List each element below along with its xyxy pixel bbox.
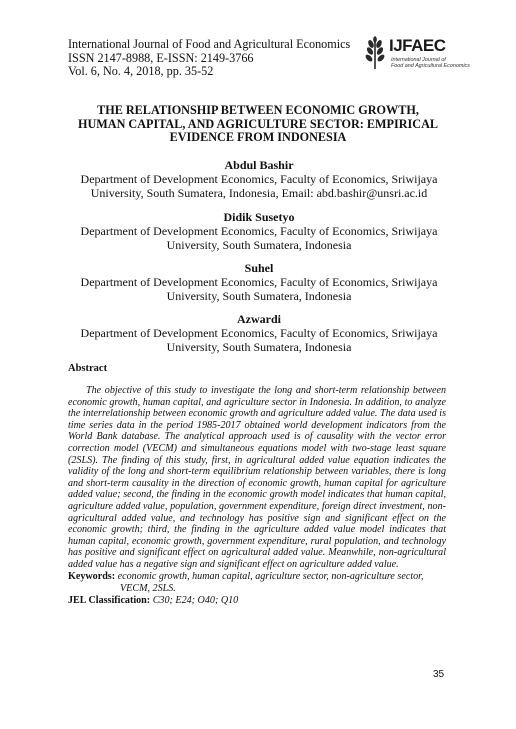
author-affiliation: University, South Sumatera, Indonesia [166,238,352,252]
keywords-label: Keywords: [68,571,116,582]
journal-logo [362,36,470,76]
author-affiliation: University, South Sumatera, Indonesia [166,340,352,354]
logo-title: IJFAEC [389,36,446,55]
jel-codes: C30; E24; O40; Q10 [152,595,239,606]
journal-name: International Journal of Food and Agricultural Economics [68,37,351,51]
keywords [68,571,446,594]
abstract-text: The objective of this study to investigate the long and short-term relationship between economic growth, human capital, and agriculture sector in Indonesia. In addition, to analyze the interrelationship between economic growth and agriculture added value. The data used is time series data in the period 1985-2017 obtained world development indicators from the World Bank database. The analytical approach used is of causality with the vector error correction model (VECM) and simultaneous equations model with two-stage least square (2SLS). The finding of this study, first, in agricultural added value equation indicates the validity of the long and short-term equilibrium relationship between variables, there is long and short-term causality in the direction of economic growth, human capital for agriculture added value; second, the finding in the economic growth model indicates that human capital, agriculture added value, population, government expenditure, foreign direct investment, non-agricultural added value, and technology has positive sign and significant effect on the economic growth; third, the finding in the agriculture added value model indicates that human capital, economic growth, government expenditure, rural population, and technology has positive and significant effect on agricultural added value. Meanwhile, non-agricultural added value has a negative sign and significant effect on agriculture added value. [68,385,446,570]
author-affiliation: University, South Sumatera, Indonesia, Email: abd.bashir@unsri.ac.id [90,186,428,200]
author-affiliation: University, South Sumatera, Indonesia [166,289,352,303]
journal-header [68,38,350,79]
paper-title: THE RELATIONSHIP BETWEEN ECONOMIC GROWTH, HUMAN CAPITAL, AND AGRICULTURE SECTOR: EMPIRICAL EVIDENCE FROM INDONESIA [77,103,439,145]
author-affiliation: Department of Development Economics, Faculty of Economics, Sriwijaya [80,172,438,186]
author-block [70,210,448,252]
author-name: Azwardi [237,312,281,326]
author-affiliation: Department of Development Economics, Faculty of Economics, Sriwijaya [80,326,438,340]
author-name: Abdul Bashir [224,158,294,172]
author-block [70,312,448,354]
wheat-icon [362,36,388,70]
author-name: Didik Susetyo [223,210,295,224]
journal-volume: Vol. 6, No. 4, 2018, pp. 35-52 [68,64,214,79]
logo-subtitle: International Journal of Food and Agricultural Economics [391,57,470,70]
author-block [70,158,448,200]
abstract-heading: Abstract [68,363,108,374]
author-affiliation: Department of Development Economics, Faculty of Economics, Sriwijaya [80,224,438,238]
author-block [70,261,448,303]
keywords-line2: VECM, 2SLS. [120,582,176,594]
keywords-line1: economic growth, human capital, agriculture sector, non-agriculture sector, [117,571,424,582]
journal-issn: ISSN 2147-8988, E-ISSN: 2149-3766 [68,50,254,65]
author-name: Suhel [244,261,274,275]
abstract-body [68,385,446,571]
author-affiliation: Department of Development Economics, Faculty of Economics, Sriwijaya [80,275,438,289]
jel-label: JEL Classification: [68,595,151,606]
jel-classification [68,595,238,607]
page-number: 35 [433,669,445,680]
